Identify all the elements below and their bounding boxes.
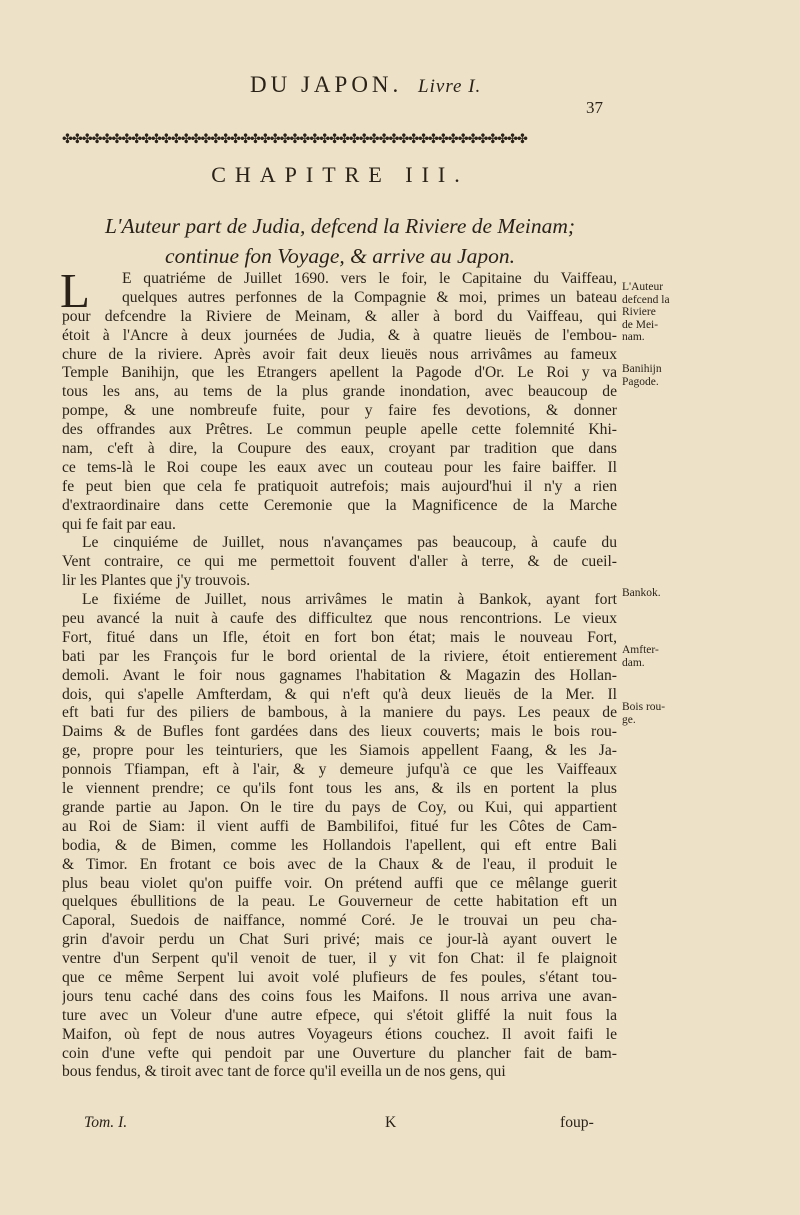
footer-catchword: foup- xyxy=(560,1114,594,1131)
margin-note-line: dam. xyxy=(622,656,645,669)
text-line: jours tenu caché dans des coins fous les Maifons. Il nous arriva une avan- xyxy=(62,987,617,1005)
text-line: chure de la riviere. Après avoir fait deux lieuës nous arrivâmes au fameux xyxy=(62,345,617,363)
text-line: ventre d'un Serpent qu'il venoit de tuer, il y vit fon Chat: il fe plaignoit xyxy=(62,950,617,968)
margin-note-line: Pagode. xyxy=(622,375,659,388)
text-line: nam, c'eft à dire, la Coupure des eaux, croyant par tradition que dans xyxy=(62,440,617,458)
text-line: Vent contraire, ce qui me permettoit fouvent d'aller à terre, & de cueil- xyxy=(62,553,617,571)
text-line: quelques ébullitions de la peau. Le Gouverneur de cette habitation eft un xyxy=(62,893,617,911)
text-line: grande partie au Japon. On le tire du pays de Coy, ou Kui, qui appartient xyxy=(62,798,617,816)
margin-note-line: Banihijn xyxy=(622,363,662,375)
text-line: ture avec un Voleur d'une autre efpece, qui s'étoit gliffé la nuit fous la xyxy=(62,1006,617,1024)
text-line: Caporal, Suedois de naiffance, nommé Coré. Je le trouvai un peu cha- xyxy=(62,912,617,930)
text-line: bous fendus, & tiroit avec tant de force qu'il eveilla un de nos gens, qui xyxy=(62,1063,506,1081)
text-line: que ce même Serpent lui avoit volé plufieurs de fes poules, s'étant tou- xyxy=(62,968,617,986)
text-line: tous les ans, au tems de la plus grande inondation, avec beaucoup de xyxy=(62,383,617,401)
text-line: lir les Plantes que j'y trouvois. xyxy=(62,572,251,590)
margin-note-amsterdam xyxy=(622,644,692,669)
text-line: pour defcendre la Riviere de Meinam, & aller à bord du Vaiffeau, qui xyxy=(62,307,617,325)
text-line: grin d'avoir perdu un Chat Suri privé; mais ce jour-là ayant ouvert le xyxy=(62,931,617,949)
text-line: des offrandes aux Prêtres. Le commun peuple apelle cette folemnité Khi- xyxy=(62,421,617,439)
text-line: demoli. Avant le foir nous gagnames l'habitation & Magazin des Hollan- xyxy=(62,666,617,684)
text-line: peu avancé la nuit à caufe des difficultez que nous rencontrions. Le vieux xyxy=(62,610,617,628)
text-line: le viennent prendre; ce qu'ils font tous les ans, & ils en portent la plus xyxy=(62,780,617,798)
text-line: Temple Banihijn, que les Etrangers apellent la Pagode d'Or. Le Roi y va xyxy=(62,364,617,382)
text-line: plus beau violet qu'on puiffe voir. On prétend auffi que ce mêlange guerit xyxy=(62,874,617,892)
text-line: ge, propre pour les teinturiers, que les Siamois appellent Faang, & les Ja- xyxy=(62,742,617,760)
margin-note-bois-rouge xyxy=(622,701,692,726)
decorative-ornament-band: ✤✤✤✤✤✤✤✤✤✤✤✤✤✤✤✤✤✤✤✤✤✤✤✤✤✤✤✤✤✤✤✤✤✤✤✤✤✤✤✤✤✤✤✤✤✤✤ xyxy=(62,132,527,147)
running-head xyxy=(250,72,481,98)
text-line: au Roi de Siam: il vient auffi de Bambilifoi, fitué fur les Côtes de Cam- xyxy=(62,817,617,835)
margin-note-line: ge. xyxy=(622,713,636,726)
footer-tome: Tom. I. xyxy=(84,1114,128,1131)
body-text xyxy=(60,263,617,1082)
margin-note-line: Riviere xyxy=(622,306,656,318)
text-line: coin d'une vefte qui pendoit par une Ouverture du plancher fait de bam- xyxy=(62,1044,617,1062)
text-line: bati par les François fur le bord oriental de la riviere, étoit entierement xyxy=(62,647,617,665)
margin-note-line: Bankok. xyxy=(622,587,661,599)
margin-note-line: Amfter- xyxy=(622,644,659,656)
margin-note-line: L'Auteur xyxy=(622,281,664,293)
page-number: 37 xyxy=(586,98,603,117)
text-line: E quatriéme de Juillet 1690. vers le foir, le Capitaine du Vaiffeau, xyxy=(122,270,617,287)
text-line: dois, qui s'apelle Amfterdam, & qui n'eft qu'à deux lieuës de la Mer. Il xyxy=(62,685,617,703)
text-line: Fort, fitué dans un Ifle, étoit en fort bon état; mais le nouveau Fort, xyxy=(62,628,617,646)
text-line: Le cinquiéme de Juillet, nous n'avançames pas beaucoup, à caufe du xyxy=(82,534,617,552)
text-line: étoit à l'Ancre à deux journées de Judia, & à quatre lieuës de l'embou- xyxy=(62,326,617,344)
text-line: pompe, & une nombreufe fuite, pour y faire fes devotions, & donner xyxy=(62,402,617,420)
margin-note-line: Bois rou- xyxy=(622,701,666,713)
text-line: & Timor. En frotant ce bois avec de la Chaux & de l'eau, il produit le xyxy=(62,855,617,873)
chapter-title xyxy=(40,211,640,271)
chapter-title-line-1: L'Auteur part de Judia, defcend la Riviere de Meinam; xyxy=(104,214,576,238)
text-line: d'extraordinaire dans cette Ceremonie que la Magnificence de la Marche xyxy=(62,496,617,514)
footer-signature-mark: K xyxy=(385,1114,397,1131)
running-head-title: DU JAPON. xyxy=(250,72,403,97)
margin-note-line: defcend la xyxy=(622,293,670,306)
text-line: ce tems-là le Roi coupe les eaux avec un couteau pour les faire baiffer. Il xyxy=(62,458,617,476)
text-line: qui fe fait par eau. xyxy=(62,515,176,533)
chapter-title-line-2: continue fon Voyage, & arrive au Japon. xyxy=(165,244,515,268)
margin-note-bankok xyxy=(622,587,692,600)
text-line: fe peut bien que cela fe pratiquoit autrefois; mais aujourd'hui il n'y a rien xyxy=(62,477,617,495)
margin-note-auteur xyxy=(622,281,692,344)
drop-cap: L xyxy=(60,263,90,318)
text-line: bodia, & de Bimen, comme les Hollandois l'apellent, qui eft entre Bali xyxy=(62,836,617,854)
text-line: ponnois Tfiampan, eft à l'air, & y demeure jufqu'à ce que les Vaiffeaux xyxy=(62,761,617,779)
chapter-heading: CHAPITRE III. xyxy=(211,162,469,187)
margin-note-line: nam. xyxy=(622,331,645,343)
margin-note-banihijn xyxy=(622,363,692,388)
running-head-book: Livre I. xyxy=(418,76,482,97)
margin-note-line: de Mei- xyxy=(622,318,659,331)
text-line: quelques autres perfonnes de la Compagnie & moi, primes un bateau xyxy=(122,288,617,306)
text-line: Maifon, où fept de nous autres Voyageurs étions couchez. Il avoit faifi le xyxy=(62,1025,617,1043)
text-line: Le fixiéme de Juillet, nous arrivâmes le matin à Bankok, ayant fort xyxy=(82,591,617,609)
text-line: Daims & de Bufles font gardées dans des lieux couverts; mais le bois rou- xyxy=(62,723,617,741)
text-line: eft bati fur des piliers de bambous, à la maniere du pays. Les peaux de xyxy=(62,704,617,722)
